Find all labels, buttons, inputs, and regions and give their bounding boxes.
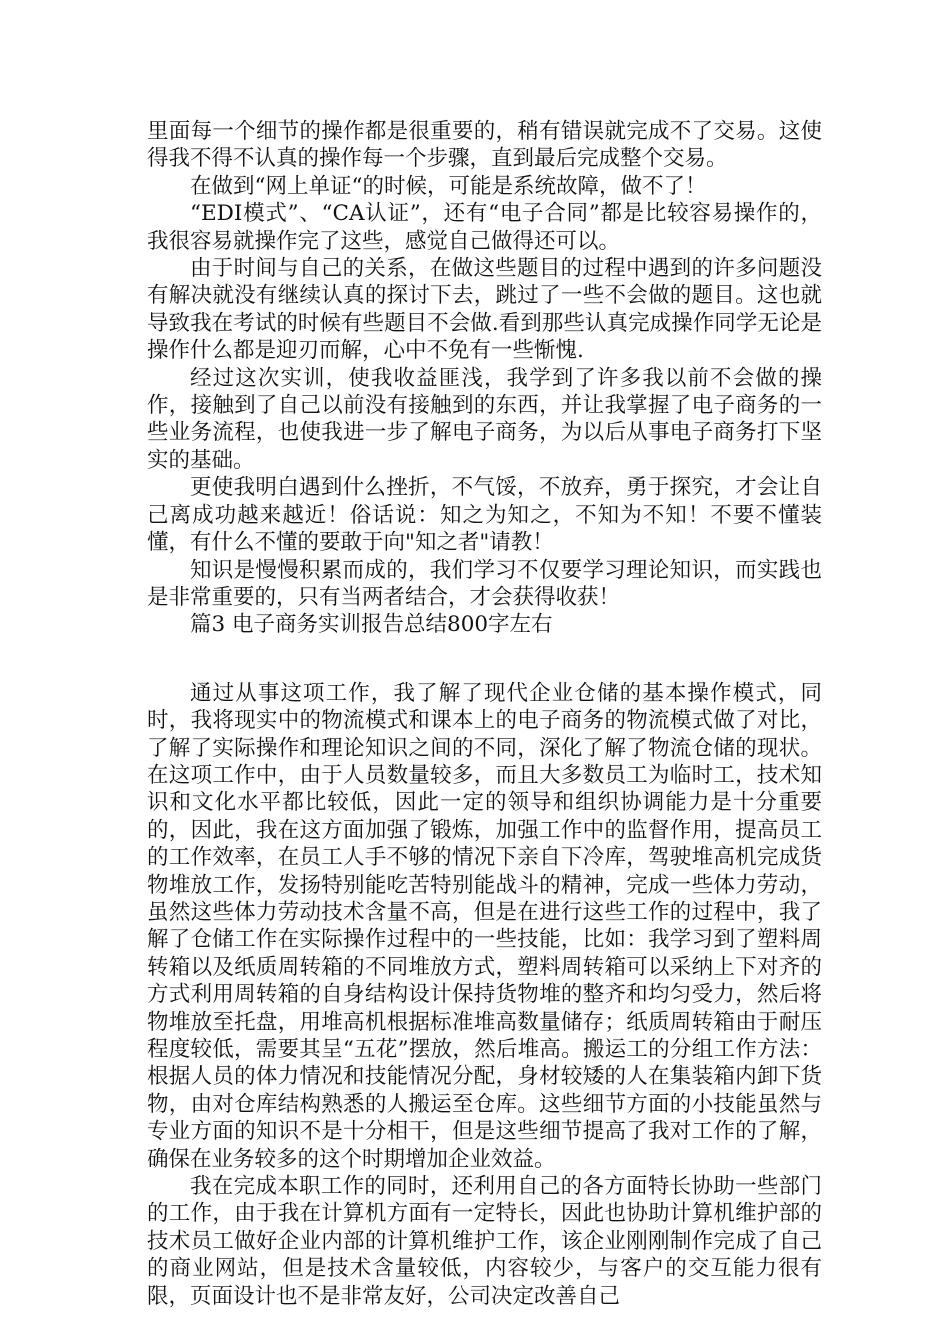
paragraph: 在做到“网上单证“的时候，可能是系统故障，做不了！	[190, 173, 707, 199]
section-spacer	[147, 639, 822, 680]
paragraph: 经过这次实训，使我收益匪浅，我学到了许多我以前不会做的操作，接触到了自己以前没有接触到的东西，并让我掌握了电子商务的一些业务流程，也使我进一步了解电子商务，为以后从事电子商务打下坚实的基础。	[147, 365, 822, 473]
paragraph: 里面每一个细节的操作都是很重要的，稍有错误就完成不了交易。这使得我不得不认真的操作每一个步骤，直到最后完成整个交易。	[147, 119, 822, 172]
paragraph: “EDI模式”、“CA认证”，还有“电子合同”都是比较容易操作的，我很容易就操作完了这些，感觉自己做得还可以。	[147, 201, 822, 254]
paragraph: 由于时间与自己的关系，在做这些题目的过程中遇到的许多问题没有解决就没有继续认真的探讨下去，跳过了一些不会做的题目。这也就导致我在考试的时候有些题目不会做.看到那些认真完成操作同学无论是操作什么都是迎刃而解，心中不免有一些惭愧.	[147, 256, 822, 364]
paragraphs-after	[147, 680, 822, 1310]
paragraph: 更使我明白遇到什么挫折，不气馁，不放弃，勇于探究，才会让自己离成功越来越近！俗话说：知之为知之，不知为不知！不要不懂装懂，有什么不懂的要敢于向"知之者"请教！	[147, 475, 822, 556]
paragraph: 知识是慢慢积累而成的，我们学习不仅要学习理论知识，而实践也是非常重要的，只有当两者结合，才会获得收获！	[147, 557, 822, 610]
document-page	[147, 118, 822, 1310]
paragraphs-before	[147, 118, 822, 611]
paragraph: 通过从事这项工作，我了解了现代企业仓储的基本操作模式，同时，我将现实中的物流模式和课本上的电子商务的物流模式做了对比，了解了实际操作和理论知识之间的不同，深化了解了物流仓储的现状。在这项工作中，由于人员数量较多，而且大多数员工为临时工，技术知识和文化水平都比较低，因此一定的领导和组织协调能力是十分重要的，因此，我在这方面加强了锻炼，加强工作中的监督作用，提高员工的工作效率，在员工人手不够的情况下亲自下冷库，驾驶堆高机完成货物堆放工作，发扬特别能吃苦特别能战斗的精神，完成一些体力劳动，虽然这些体力劳动技术含量不高，但是在进行这些工作的过程中，我了解了仓储工作在实际操作过程中的一些技能，比如：我学习到了塑料周转箱以及纸质周转箱的不同堆放方式，塑料周转箱可以采纳上下对齐的方式利用周转箱的自身结构设计保持货物堆的整齐和均匀受力，然后将物堆放至托盘，用堆高机根据标准堆高数量储存；纸质周转箱由于耐压程度较低，需要其呈“五花”摆放，然后堆高。搬运工的分组工作方法：根据人员的体力情况和技能情况分配，身材较矮的人在集装箱内卸下货物，由对仓库结构熟悉的人搬运至仓库。这些细节方面的小技能虽然与专业方面的知识不是十分相干，但是这些细节提高了我对工作的了解，确保在业务较多的这个时期增加企业效益。	[147, 680, 822, 1172]
section-heading: 篇3 电子商务实训报告总结800字左右	[190, 612, 553, 638]
paragraph: 我在完成本职工作的同时，还利用自己的各方面特长协助一些部门的工作，由于我在计算机方面有一定特长，因此也协助计算机维护部的技术员工做好企业内部的计算机维护工作，该企业刚刚制作完成了自己的商业网站，但是技术含量较低，内容较少，与客户的交互能力很有限，页面设计也不是非常友好，公司决定改善自己	[147, 1174, 822, 1309]
